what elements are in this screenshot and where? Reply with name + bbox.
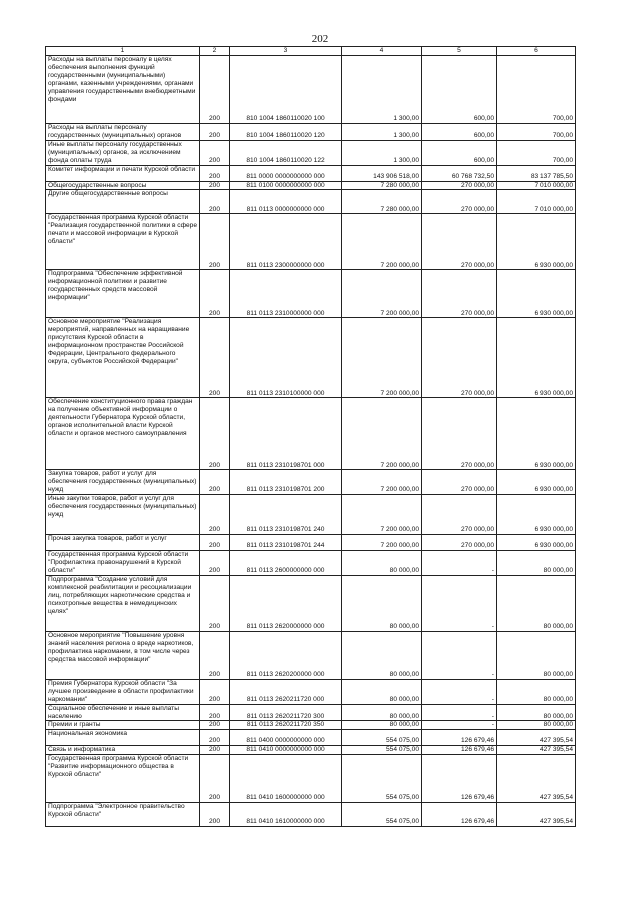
row-value-3-cell: 6 930 000,00 — [497, 214, 576, 270]
row-value-2-cell: - — [422, 575, 497, 631]
table-row — [46, 190, 576, 214]
row-value-3-cell: 80 000,00 — [497, 679, 576, 704]
row-value-3-cell: 6 930 000,00 — [497, 470, 576, 495]
row-name-cell: Государственная программа Курской области "Профилактика правонарушений в Курской области" — [46, 551, 200, 576]
row-code-cell: 810 1004 1860110020 122 — [230, 140, 342, 165]
table-row — [46, 181, 576, 190]
row-value-1-cell: 7 280 000,00 — [342, 181, 422, 190]
row-value-3-cell: 700,00 — [497, 140, 576, 165]
row-grbs-cell: 200 — [200, 124, 230, 141]
table-row — [46, 318, 576, 398]
row-value-1-cell: 7 200 000,00 — [342, 495, 422, 535]
table-row — [46, 803, 576, 827]
row-name-cell: Обеспечение конституционного права граждан на получение объективной информации о деятельности Губернатора Курской области, органов исполнительной власти Курской области и органов местного самоуправления — [46, 398, 200, 470]
row-value-1-cell: 7 200 000,00 — [342, 214, 422, 270]
row-value-1-cell: 1 300,00 — [342, 56, 422, 124]
row-name-cell: Основное мероприятие "Реализация мероприятий, направленных на наращивание присутствия Курской области в информационном пространстве Российской Федерации, Центрального федерального округа, субъектов Российской Федерации" — [46, 318, 200, 398]
row-value-3-cell: 83 137 785,50 — [497, 165, 576, 181]
row-name-cell: Премии и гранты — [46, 721, 200, 730]
row-value-2-cell: 270 000,00 — [422, 495, 497, 535]
row-value-2-cell: 270 000,00 — [422, 470, 497, 495]
row-name-cell: Социальное обеспечение и иные выплаты населению — [46, 704, 200, 721]
row-code-cell: 811 0113 2310198701 244 — [230, 535, 342, 551]
row-value-1-cell: 7 200 000,00 — [342, 270, 422, 318]
row-code-cell: 811 0113 2620200000 000 — [230, 631, 342, 679]
row-name-cell: Национальная экономика — [46, 730, 200, 746]
row-value-3-cell: 6 930 000,00 — [497, 535, 576, 551]
table-row — [46, 165, 576, 181]
row-value-3-cell: 700,00 — [497, 124, 576, 141]
row-name-cell: Подпрограмма "Обеспечение эффективной информационной политики и развитие государственных средств массовой информации" — [46, 270, 200, 318]
table-row — [46, 495, 576, 535]
row-value-3-cell: 80 000,00 — [497, 721, 576, 730]
row-grbs-cell: 200 — [200, 190, 230, 214]
row-value-3-cell: 80 000,00 — [497, 631, 576, 679]
table-row — [46, 631, 576, 679]
row-grbs-cell: 200 — [200, 140, 230, 165]
row-value-3-cell: 7 010 000,00 — [497, 181, 576, 190]
row-value-2-cell: 600,00 — [422, 140, 497, 165]
column-header: 2 — [200, 47, 230, 56]
row-value-3-cell: 6 930 000,00 — [497, 398, 576, 470]
row-value-3-cell: 80 000,00 — [497, 704, 576, 721]
row-grbs-cell: 200 — [200, 495, 230, 535]
row-value-2-cell: - — [422, 551, 497, 576]
row-grbs-cell: 200 — [200, 165, 230, 181]
row-value-1-cell: 80 000,00 — [342, 721, 422, 730]
row-value-1-cell: 554 075,00 — [342, 803, 422, 827]
table-row — [46, 124, 576, 141]
row-value-3-cell: 700,00 — [497, 56, 576, 124]
row-grbs-cell: 200 — [200, 755, 230, 803]
row-code-cell: 811 0113 2310198701 200 — [230, 470, 342, 495]
column-header: 6 — [497, 47, 576, 56]
table-row — [46, 755, 576, 803]
row-value-1-cell: 80 000,00 — [342, 679, 422, 704]
row-grbs-cell: 200 — [200, 631, 230, 679]
row-value-1-cell: 1 300,00 — [342, 140, 422, 165]
row-name-cell: Прочая закупка товаров, работ и услуг — [46, 535, 200, 551]
row-code-cell: 811 0113 2620000000 000 — [230, 575, 342, 631]
row-code-cell: 811 0113 2620211720 000 — [230, 679, 342, 704]
budget-table — [45, 46, 576, 827]
column-header: 5 — [422, 47, 497, 56]
row-value-3-cell: 6 930 000,00 — [497, 270, 576, 318]
row-name-cell: Основное мероприятие "Повышение уровня знаний населения региона о вреде наркотиков, профилактика наркомании, в том числе через средства массовой информации" — [46, 631, 200, 679]
row-value-2-cell: 600,00 — [422, 124, 497, 141]
row-name-cell: Комитет информации и печати Курской области — [46, 165, 200, 181]
table-row — [46, 56, 576, 124]
table-row — [46, 214, 576, 270]
page-number: 202 — [311, 33, 329, 45]
row-value-3-cell: 80 000,00 — [497, 551, 576, 576]
row-name-cell: Подпрограмма "Создание условий для комплексной реабилитации и ресоциализации лиц, потребляющих наркотические средства и психотропные вещества в немедицинских целях" — [46, 575, 200, 631]
table-row — [46, 140, 576, 165]
row-grbs-cell: 200 — [200, 721, 230, 730]
row-value-2-cell: 270 000,00 — [422, 398, 497, 470]
row-name-cell: Другие общегосударственные вопросы — [46, 190, 200, 214]
row-value-1-cell: 7 280 000,00 — [342, 190, 422, 214]
table-row — [46, 270, 576, 318]
row-grbs-cell: 200 — [200, 318, 230, 398]
row-value-1-cell: 80 000,00 — [342, 631, 422, 679]
row-value-1-cell: 554 075,00 — [342, 755, 422, 803]
row-value-2-cell: 126 679,46 — [422, 730, 497, 746]
row-name-cell: Расходы на выплаты персоналу государственных (муниципальных) органов — [46, 124, 200, 141]
row-value-3-cell: 427 395,54 — [497, 803, 576, 827]
row-value-2-cell: 270 000,00 — [422, 190, 497, 214]
row-value-2-cell: - — [422, 721, 497, 730]
row-grbs-cell: 200 — [200, 679, 230, 704]
row-value-3-cell: 427 395,54 — [497, 730, 576, 746]
row-value-2-cell: 270 000,00 — [422, 318, 497, 398]
row-grbs-cell: 200 — [200, 730, 230, 746]
row-value-3-cell: 6 930 000,00 — [497, 318, 576, 398]
row-value-1-cell: 7 200 000,00 — [342, 398, 422, 470]
row-code-cell: 811 0113 2310198701 000 — [230, 398, 342, 470]
row-code-cell: 811 0410 0000000000 000 — [230, 746, 342, 755]
row-value-3-cell: 80 000,00 — [497, 575, 576, 631]
row-code-cell: 811 0113 2600000000 000 — [230, 551, 342, 576]
row-value-3-cell: 427 395,54 — [497, 755, 576, 803]
row-value-2-cell: 270 000,00 — [422, 214, 497, 270]
row-grbs-cell: 200 — [200, 575, 230, 631]
row-value-1-cell: 1 300,00 — [342, 124, 422, 141]
row-code-cell: 811 0113 2310100000 000 — [230, 318, 342, 398]
row-value-1-cell: 143 906 518,00 — [342, 165, 422, 181]
row-code-cell: 811 0113 0000000000 000 — [230, 190, 342, 214]
row-name-cell: Подпрограмма "Электронное правительство Курской области" — [46, 803, 200, 827]
row-name-cell: Общегосударственные вопросы — [46, 181, 200, 190]
row-value-3-cell: 7 010 000,00 — [497, 190, 576, 214]
row-name-cell: Государственная программа Курской области "Развитие информационного общества в Курской области" — [46, 755, 200, 803]
row-code-cell: 811 0400 0000000000 000 — [230, 730, 342, 746]
row-code-cell: 811 0100 0000000000 000 — [230, 181, 342, 190]
row-grbs-cell: 200 — [200, 56, 230, 124]
row-value-2-cell: 600,00 — [422, 56, 497, 124]
row-value-2-cell: - — [422, 704, 497, 721]
row-code-cell: 811 0410 1600000000 000 — [230, 755, 342, 803]
row-value-1-cell: 80 000,00 — [342, 704, 422, 721]
table-row — [46, 535, 576, 551]
row-code-cell: 810 1004 1860110020 120 — [230, 124, 342, 141]
row-code-cell: 811 0113 2620211720 300 — [230, 704, 342, 721]
row-grbs-cell: 200 — [200, 181, 230, 190]
row-code-cell: 811 0000 0000000000 000 — [230, 165, 342, 181]
row-value-2-cell: 270 000,00 — [422, 535, 497, 551]
row-code-cell: 811 0113 2310000000 000 — [230, 270, 342, 318]
row-code-cell: 811 0113 2300000000 000 — [230, 214, 342, 270]
row-code-cell: 811 0113 2310198701 240 — [230, 495, 342, 535]
table-row — [46, 704, 576, 721]
row-value-2-cell: 270 000,00 — [422, 181, 497, 190]
row-grbs-cell: 200 — [200, 214, 230, 270]
row-code-cell: 810 1004 1860110020 100 — [230, 56, 342, 124]
row-name-cell: Иные закупки товаров, работ и услуг для обеспечения государственных (муниципальных) нужд — [46, 495, 200, 535]
table-row — [46, 679, 576, 704]
row-grbs-cell: 200 — [200, 704, 230, 721]
table-row — [46, 551, 576, 576]
row-value-1-cell: 554 075,00 — [342, 746, 422, 755]
table-row — [46, 721, 576, 730]
row-name-cell: Иные выплаты персоналу государственных (муниципальных) органов, за исключением фонда оплаты труда — [46, 140, 200, 165]
row-value-2-cell: 270 000,00 — [422, 270, 497, 318]
row-name-cell: Закупка товаров, работ и услуг для обеспечения государственных (муниципальных) нужд — [46, 470, 200, 495]
row-value-2-cell: - — [422, 631, 497, 679]
row-value-1-cell: 554 075,00 — [342, 730, 422, 746]
table-body — [46, 56, 576, 827]
row-name-cell: Государственная программа Курской области "Реализация государственной политики в сфере печати и массовой информации в Курской области" — [46, 214, 200, 270]
row-value-2-cell: 60 768 732,50 — [422, 165, 497, 181]
row-value-3-cell: 427 395,54 — [497, 746, 576, 755]
column-header: 4 — [342, 47, 422, 56]
row-name-cell: Расходы на выплаты персоналу в целях обеспечения выполнения функций государственными (муниципальными) органами, казенными учреждениями, органами управления государственными внебюджетными фондами — [46, 56, 200, 124]
row-value-3-cell: 6 930 000,00 — [497, 495, 576, 535]
row-name-cell: Связь и информатика — [46, 746, 200, 755]
row-value-1-cell: 7 200 000,00 — [342, 535, 422, 551]
row-grbs-cell: 200 — [200, 746, 230, 755]
row-value-2-cell: - — [422, 679, 497, 704]
row-grbs-cell: 200 — [200, 551, 230, 576]
table-row — [46, 470, 576, 495]
row-value-1-cell: 7 200 000,00 — [342, 318, 422, 398]
row-grbs-cell: 200 — [200, 535, 230, 551]
row-grbs-cell: 200 — [200, 270, 230, 318]
row-code-cell: 811 0410 1610000000 000 — [230, 803, 342, 827]
row-value-1-cell: 7 200 000,00 — [342, 470, 422, 495]
column-header: 3 — [230, 47, 342, 56]
table-row — [46, 730, 576, 746]
row-grbs-cell: 200 — [200, 398, 230, 470]
row-grbs-cell: 200 — [200, 470, 230, 495]
row-value-2-cell: 126 679,46 — [422, 746, 497, 755]
row-value-2-cell: 126 679,46 — [422, 755, 497, 803]
row-value-2-cell: 126 679,46 — [422, 803, 497, 827]
row-grbs-cell: 200 — [200, 803, 230, 827]
table-row — [46, 575, 576, 631]
row-value-1-cell: 80 000,00 — [342, 551, 422, 576]
table-row — [46, 746, 576, 755]
column-number-row — [46, 47, 576, 56]
row-value-1-cell: 80 000,00 — [342, 575, 422, 631]
row-code-cell: 811 0113 2620211720 350 — [230, 721, 342, 730]
table-row — [46, 398, 576, 470]
row-name-cell: Премия Губернатора Курской области "За лучшее произведение в области профилактики наркомании" — [46, 679, 200, 704]
column-header: 1 — [46, 47, 200, 56]
